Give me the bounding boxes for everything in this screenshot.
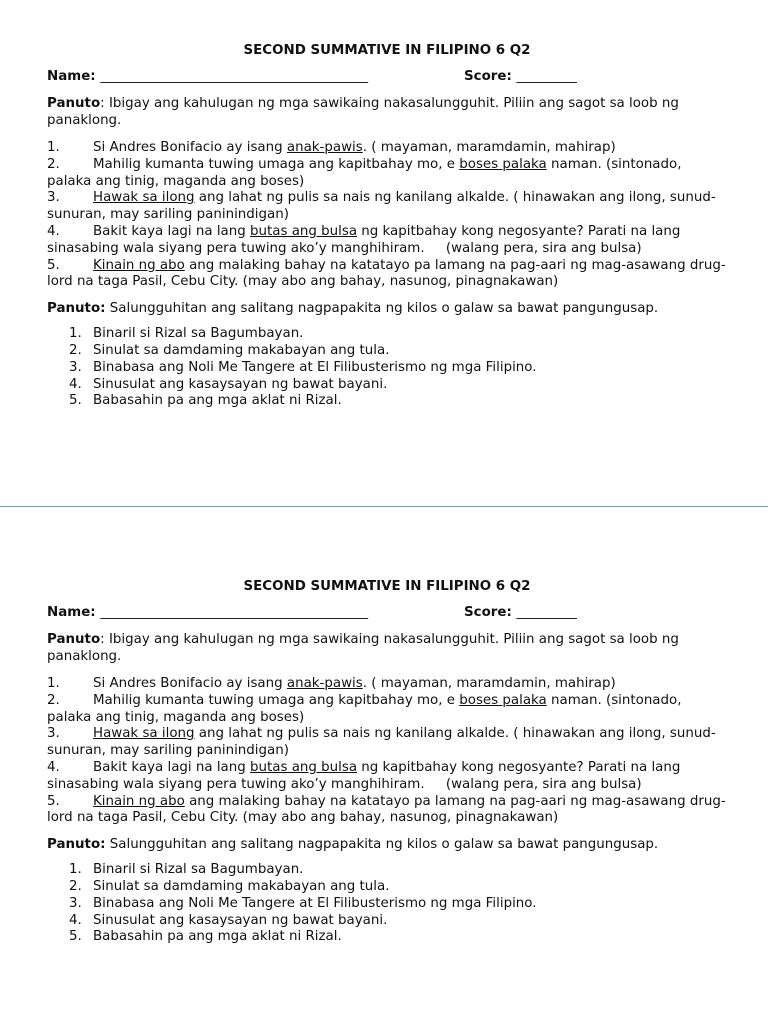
item-text-after: ng kapitbahay kong negosyante? Parati na lang sinasabing wala siyang pera tuwing ako’y manghihiram. (walang pera, sira ang bulsa) xyxy=(47,759,685,792)
item-number: 5. xyxy=(47,793,60,809)
item-text-before: Mahilig kumanta tuwing umaga ang kapitbahay mo, e xyxy=(93,156,460,172)
instruction-1-text: : Ibigay ang kahulugan ng mga sawikaing nakasalungguhit. Piliin ang sagot sa loob ng panaklong. xyxy=(47,632,679,664)
item-number: 1. xyxy=(47,676,60,691)
list-item xyxy=(47,326,727,343)
score-label: Score: xyxy=(464,605,512,620)
list-item xyxy=(47,896,727,913)
item-number: 5. xyxy=(47,257,60,273)
item-text-before: Mahilig kumanta tuwing umaga ang kapitbahay mo, e xyxy=(93,692,460,708)
item-number: 3. xyxy=(47,190,60,206)
list-item xyxy=(47,726,727,760)
worksheet-top xyxy=(47,42,727,410)
sentence-text: Binabasa ang Noli Me Tangere at El Filibusterismo ng mga Filipino. xyxy=(93,895,537,911)
sentence-number: 4. xyxy=(69,912,82,928)
item-text-after: ang lahat ng pulis sa nais ng kanilang alkalde. ( hinawakan ang ilong, sunud-sunuran, may sariling paninindigan) xyxy=(47,726,716,759)
sentence-number: 5. xyxy=(69,929,82,945)
sentence-list xyxy=(47,326,727,410)
sentence-text: Binaril si Rizal sa Bagumbayan. xyxy=(93,326,304,342)
list-item xyxy=(47,360,727,377)
item-idiom: boses palaka xyxy=(459,692,547,708)
item-text-after: . ( mayaman, maramdamin, mahirap) xyxy=(362,676,616,691)
list-item xyxy=(47,794,727,828)
sentence-number: 4. xyxy=(69,376,82,392)
item-text-before: Si Andres Bonifacio ay isang xyxy=(93,140,287,155)
sentence-text: Babasahin pa ang mga aklat ni Rizal. xyxy=(93,393,342,409)
instruction-2-label: Panuto: xyxy=(47,837,106,853)
sentence-number: 1. xyxy=(69,326,82,342)
item-text-after: naman. (sintonado, palaka ang tinig, maganda ang boses) xyxy=(47,156,682,189)
sentence-text: Sinulat sa damdaming makabayan ang tula. xyxy=(93,342,390,358)
item-text-before: Bakit kaya lagi na lang xyxy=(93,223,251,239)
item-text-before: Bakit kaya lagi na lang xyxy=(93,759,251,775)
list-item xyxy=(47,343,727,360)
list-item xyxy=(47,676,727,693)
name-blank: ________________________________________ xyxy=(100,605,369,620)
sentence-text: Binaril si Rizal sa Bagumbayan. xyxy=(93,862,304,878)
sentence-number: 5. xyxy=(69,393,82,409)
list-item xyxy=(47,879,727,896)
list-item xyxy=(47,377,727,394)
instruction-2 xyxy=(47,836,727,853)
score-blank: _________ xyxy=(516,605,577,620)
sentence-text: Sinusulat ang kasaysayan ng bawat bayani. xyxy=(93,376,388,392)
name-label: Name: xyxy=(47,605,96,620)
list-item xyxy=(47,862,727,879)
idiom-items xyxy=(47,140,727,291)
score-label: Score: xyxy=(464,69,512,84)
sentence-number: 3. xyxy=(69,895,82,911)
list-item xyxy=(47,913,727,930)
list-item xyxy=(47,760,727,794)
name-score-row xyxy=(47,604,727,622)
list-item xyxy=(47,693,727,727)
name-score-row xyxy=(47,68,727,86)
worksheet-title: SECOND SUMMATIVE IN FILIPINO 6 Q2 xyxy=(243,43,531,58)
item-text-after: naman. (sintonado, palaka ang tinig, maganda ang boses) xyxy=(47,692,682,725)
item-idiom: Kinain ng abo xyxy=(93,793,185,809)
item-idiom: Hawak sa ilong xyxy=(93,190,195,206)
list-item xyxy=(47,393,727,410)
sentence-number: 3. xyxy=(69,359,82,375)
list-item xyxy=(47,258,727,292)
list-item xyxy=(47,190,727,224)
score-field xyxy=(464,604,577,622)
item-number: 4. xyxy=(47,759,60,775)
item-idiom: Kinain ng abo xyxy=(93,257,185,273)
item-text-after: ang malaking bahay na katatayo pa lamang na pag-aari ng mag-asawang drug-lord na taga Pasil, Cebu City. (may abo ang bahay, nasunog, pinagnakawan) xyxy=(47,793,726,826)
sentence-text: Binabasa ang Noli Me Tangere at El Filibusterismo ng mga Filipino. xyxy=(93,359,537,375)
instruction-1 xyxy=(47,95,727,129)
sentence-number: 2. xyxy=(69,878,82,894)
item-idiom: anak-pawis xyxy=(286,676,363,691)
instruction-1-text: : Ibigay ang kahulugan ng mga sawikaing nakasalungguhit. Piliin ang sagot sa loob ng panaklong. xyxy=(47,96,679,128)
sentence-text: Sinusulat ang kasaysayan ng bawat bayani. xyxy=(93,912,388,928)
list-item xyxy=(47,224,727,258)
sentence-text: Babasahin pa ang mga aklat ni Rizal. xyxy=(93,929,342,945)
page-divider xyxy=(0,506,768,507)
worksheet-bottom xyxy=(47,578,727,946)
score-field xyxy=(464,68,577,86)
instruction-2-text: Salungguhitan ang salitang nagpapakita ng kilos o galaw sa bawat pangungusap. xyxy=(105,837,659,853)
sentence-number: 2. xyxy=(69,342,82,358)
item-idiom: Hawak sa ilong xyxy=(93,726,195,742)
item-text-after: . ( mayaman, maramdamin, mahirap) xyxy=(362,140,616,155)
item-number: 2. xyxy=(47,156,60,172)
item-idiom: butas ang bulsa xyxy=(250,223,358,239)
instruction-2-label: Panuto: xyxy=(47,301,106,317)
instruction-1-label: Panuto xyxy=(47,96,101,111)
item-number: 2. xyxy=(47,692,60,708)
item-text-after: ang lahat ng pulis sa nais ng kanilang alkalde. ( hinawakan ang ilong, sunud-sunuran, may sariling paninindigan) xyxy=(47,190,716,223)
item-text-before: Si Andres Bonifacio ay isang xyxy=(93,676,287,691)
sentence-list xyxy=(47,862,727,946)
worksheet-title: SECOND SUMMATIVE IN FILIPINO 6 Q2 xyxy=(243,579,531,594)
item-text-after: ng kapitbahay kong negosyante? Parati na lang sinasabing wala siyang pera tuwing ako’y manghihiram. (walang pera, sira ang bulsa) xyxy=(47,223,685,256)
name-label: Name: xyxy=(47,69,96,84)
idiom-items xyxy=(47,676,727,827)
item-idiom: boses palaka xyxy=(459,156,547,172)
item-idiom: anak-pawis xyxy=(286,140,363,155)
list-item xyxy=(47,140,727,157)
sentence-number: 1. xyxy=(69,862,82,878)
item-idiom: butas ang bulsa xyxy=(250,759,358,775)
item-text-after: ang malaking bahay na katatayo pa lamang na pag-aari ng mag-asawang drug-lord na taga Pasil, Cebu City. (may abo ang bahay, nasunog, pinagnakawan) xyxy=(47,257,726,290)
item-number: 4. xyxy=(47,223,60,239)
instruction-2 xyxy=(47,300,727,317)
sentence-text: Sinulat sa damdaming makabayan ang tula. xyxy=(93,878,390,894)
score-blank: _________ xyxy=(516,69,577,84)
instruction-1-label: Panuto xyxy=(47,632,101,647)
list-item xyxy=(47,157,727,191)
item-number: 3. xyxy=(47,726,60,742)
item-number: 1. xyxy=(47,140,60,155)
instruction-2-text: Salungguhitan ang salitang nagpapakita ng kilos o galaw sa bawat pangungusap. xyxy=(105,301,659,317)
name-blank: ________________________________________ xyxy=(100,69,369,84)
list-item xyxy=(47,929,727,946)
instruction-1 xyxy=(47,631,727,665)
